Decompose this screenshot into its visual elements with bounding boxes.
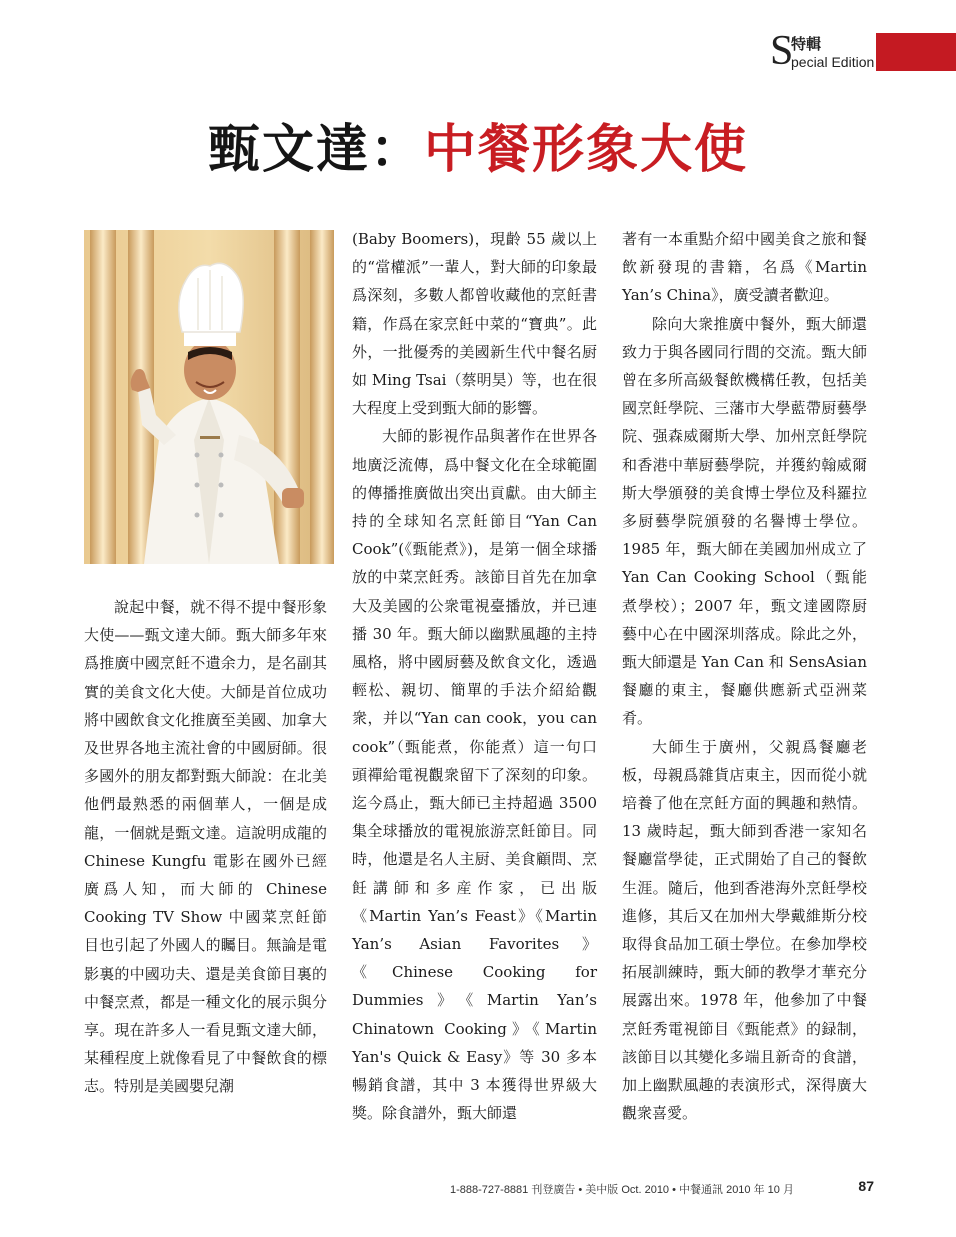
section-color-bar — [876, 33, 956, 71]
paragraph: 著有一本重點介紹中國美食之旅和餐飲新發現的書籍，名爲《Martin Yan’s China》，廣受讀者歡迎。 — [622, 230, 867, 305]
chef-portrait-photo-icon — [84, 230, 334, 564]
paragraph: 大師的影視作品與著作在世界各地廣泛流傳，爲中餐文化在全球範圍的傳播推廣做出突出貢獻。由大師主持的全球知名烹飪節目“Yan Can Cook”(《甄能煮》)，是第一個全球播放的中菜烹飪秀。該節目首先在加拿大及美國的公衆電視臺播放，并已連播 30 年。甄大師以幽默風趣的主持風格，將中國厨藝及飲食文化，透過輕松、親切、簡單的手法介紹給觀衆，并以“Yan can cook，you can cook”（甄能煮，你能煮）這一句口頭禪給電視觀衆留下了深刻的印象。迄今爲止，甄大師已主持超過 3500 集全球播放的電視旅游烹飪節目。同時，他還是名人主厨、美食顧問、烹飪講師和多産作家，已出版《Martin Yan’s Feast》《Martin Yan’s Asian Favorites》《Chinese Cooking for Dummies》《Martin Yan’s Chinatown Cooking》《Martin Yan's Quick & Easy》等 30 多本暢銷食譜，其中 3 本獲得世界級大獎。除食譜外，甄大師還 — [352, 427, 597, 1123]
page-footer — [450, 1176, 880, 1200]
badge-english-label: pecial Edition — [791, 54, 875, 70]
footer-text: 1-888-727-8881 刊登廣告 • 美中版 Oct. 2010 • 中餐通訊 2010 年 10 月 — [450, 1184, 794, 1196]
page-number: 87 — [858, 1178, 874, 1194]
paragraph: 大師生于廣州，父親爲餐廳老板，母親爲雜貨店東主，因而從小就培養了他在烹飪方面的興趣和熱情。13 歲時起，甄大師到香港一家知名餐廳當學徒，正式開始了自己的餐飲生涯。隨后，他到香港海外烹飪學校進修，其后又在加州大學戴維斯分校取得食品加工碩士學位。在參加學校拓展訓練時，甄大師的教學才華充分展露出來。1978 年，他參加了中餐烹飪秀電視節目《甄能煮》的録制，該節目以其變化多端且新奇的食譜，加上幽默風趣的表演形式，深得廣大觀衆喜愛。 — [622, 737, 867, 1123]
title-name: 甄文達： — [207, 119, 424, 180]
badge-letter: S — [770, 28, 794, 74]
section-badge — [770, 28, 880, 74]
paragraph: 說起中餐，就不得不提中餐形象大使——甄文達大師。甄大師多年來爲推廣中國烹飪不遺余力，是名副其實的美食文化大使。大師是首位成功將中國飲食文化推廣至美國、加拿大及世界各地主流社會的中國厨師。很多國外的朋友都對甄大師說：在北美他們最熟悉的兩個華人，一個是成龍，一個就是甄文達。這說明成龍的 Chinese Kungfu 電影在國外已經廣爲人知，而大師的 Chinese Cooking TV Show 中國菜烹飪節目也引起了外國人的矚目。無論是電影裏的中國功夫、還是美食節目裏的中餐烹煮，都是一種文化的展示與分享。現在許多人一看見甄文達大師，某種程度上就像看見了中餐飲食的標志。特別是美國嬰兒潮 — [84, 598, 327, 1096]
article-title — [0, 118, 956, 182]
text-column-3 — [622, 225, 867, 1128]
text-column-2 — [352, 225, 597, 1128]
chef-photo — [84, 230, 334, 564]
text-column-1 — [84, 593, 327, 1101]
paragraph: 除向大衆推廣中餐外，甄大師還致力于與各國同行間的交流。甄大師曾在多所高級餐飲機構任教，包括美國烹飪學院、三藩市大學藍帶厨藝學院、强森威爾斯大學、加州烹飪學院和香港中華厨藝學院，并獲約翰威爾斯大學頒發的美食博士學位及科羅拉多厨藝學院頒發的名譽博士學位。1985 年，甄大師在美國加州成立了 Yan Can Cooking School（甄能煮學校）；2007 年，甄文達國際厨藝中心在中國深圳落成。除此之外，甄大師還是 Yan Can 和 SensAsian 餐廳的東主，餐廳供應新式亞洲菜肴。 — [622, 314, 867, 728]
title-subtitle: 中餐形象大使 — [424, 119, 749, 180]
paragraph: (Baby Boomers)，現齡 55 歲以上的“當權派”一輩人，對大師的印象最爲深刻，多數人都曾收藏他的烹飪書籍，作爲在家烹飪中菜的“寶典”。此外，一批優秀的美國新生代中餐名厨如 Ming Tsai（蔡明昊）等，也在很大程度上受到甄大師的影響。 — [352, 230, 597, 418]
badge-chinese-label: 特輯 — [791, 35, 822, 53]
